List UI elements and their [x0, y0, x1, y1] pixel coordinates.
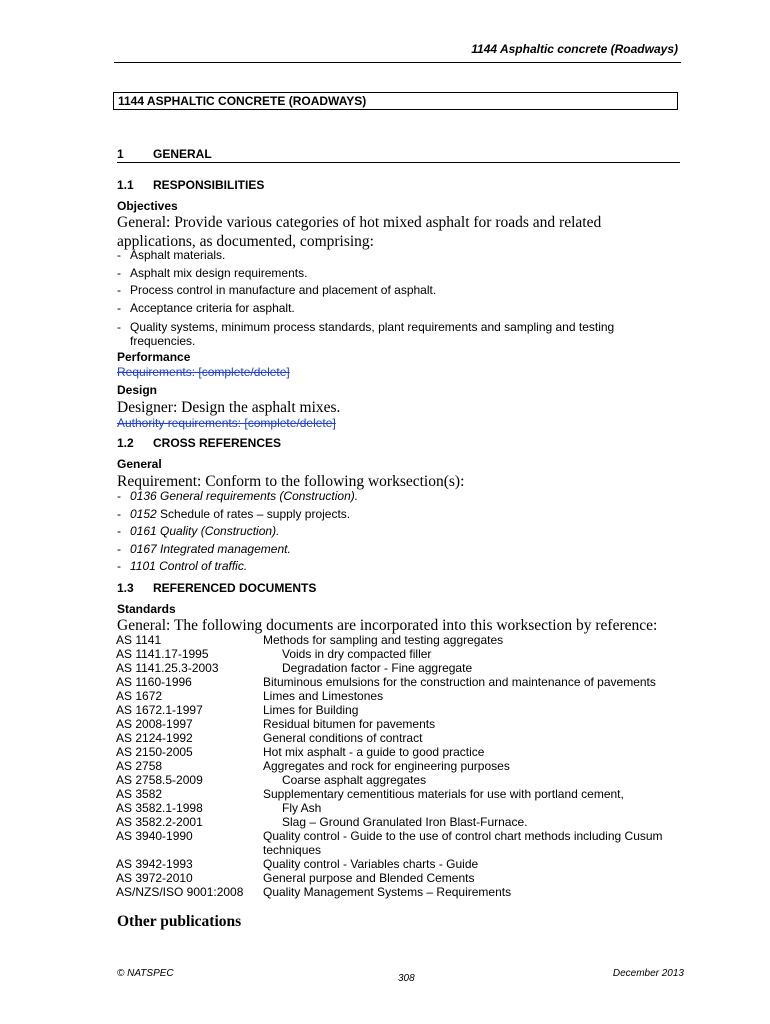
reference-title: Hot mix asphalt - a guide to good practice	[263, 745, 485, 759]
reference-title: Quality Management Systems – Requirements	[263, 885, 512, 899]
standards-text: General: The following documents are incorporated into this worksection by reference:	[117, 617, 658, 634]
footer-copyright: © NATSPEC	[117, 968, 174, 979]
objectives-list	[117, 247, 677, 348]
standards-heading: Standards	[117, 602, 176, 616]
footer-date: December 2013	[612, 968, 684, 979]
worksection-title-box: 1144 ASPHALTIC CONCRETE (ROADWAYS)	[113, 92, 678, 110]
reference-title: Supplementary cementitious materials for use with portland cement,	[263, 787, 624, 801]
reference-title: Limes for Building	[263, 703, 359, 717]
subsection-heading-cross-references	[117, 436, 281, 450]
reference-row	[116, 759, 663, 773]
list-item: - Quality systems, minimum process standards, plant requirements and sampling and testing frequencies.	[117, 317, 677, 348]
reference-row	[116, 703, 663, 717]
running-header-title: 1144 Asphaltic concrete (Roadways)	[471, 42, 678, 56]
reference-title: Aggregates and rock for engineering purposes	[263, 759, 510, 773]
subsection-number: 1.3	[117, 581, 134, 595]
general-heading: General	[117, 457, 162, 471]
list-item: - 0136 General requirements (Construction).	[117, 488, 677, 506]
list-item: - 1101 Control of traffic.	[117, 558, 677, 576]
subsection-title: CROSS REFERENCES	[153, 436, 282, 450]
reference-code: AS 2758	[116, 759, 163, 773]
reference-code: AS/NZS/ISO 9001:2008	[116, 885, 244, 899]
list-item: - Process control in manufacture and placement of asphalt.	[117, 282, 677, 300]
reference-row	[116, 717, 663, 731]
authority-requirements-link[interactable]: Authority requirements: [complete/delete]	[117, 416, 336, 430]
reference-code: AS 3940-1990	[116, 829, 193, 843]
reference-row	[116, 815, 663, 829]
reference-code: AS 1141.17-1995	[116, 647, 209, 661]
reference-row	[116, 745, 663, 759]
reference-row	[116, 731, 663, 745]
other-publications-heading: Other publications	[117, 913, 242, 930]
reference-code: AS 1672	[116, 689, 163, 703]
reference-code: AS 3582	[116, 787, 163, 801]
reference-title: Degradation factor - Fine aggregate	[282, 661, 473, 675]
reference-title: Slag – Ground Granulated Iron Blast-Furnace.	[282, 815, 528, 829]
reference-title: Fly Ash	[282, 801, 322, 815]
reference-row	[116, 773, 663, 787]
reference-code: AS 1672.1-1997	[116, 703, 203, 717]
cross-references-list	[117, 488, 677, 576]
reference-title: Quality control - Guide to the use of control chart methods including Cusum techniques	[263, 829, 663, 857]
header-rule	[114, 62, 681, 63]
reference-title: Voids in dry compacted filler	[282, 647, 432, 661]
reference-title: Residual bitumen for pavements	[263, 717, 436, 731]
reference-code: AS 1141	[116, 633, 162, 647]
subsection-heading-responsibilities	[117, 178, 264, 192]
subsection-title: RESPONSIBILITIES	[153, 178, 265, 192]
design-text: Designer: Design the asphalt mixes.	[117, 399, 341, 416]
reference-row	[116, 689, 663, 703]
reference-row	[116, 801, 663, 815]
reference-title: Quality control - Variables charts - Guide	[263, 857, 479, 871]
reference-code: AS 3582.2-2001	[116, 815, 203, 829]
section-number: 1	[117, 147, 124, 161]
reference-title: General purpose and Blended Cements	[263, 871, 475, 885]
reference-code: AS 3582.1-1998	[116, 801, 203, 815]
design-heading: Design	[117, 383, 158, 397]
list-item: - Acceptance criteria for asphalt.	[117, 300, 677, 318]
standards-table	[116, 633, 663, 899]
reference-row	[116, 647, 663, 661]
list-item: - 0152 Schedule of rates – supply projects.	[117, 506, 677, 524]
reference-row	[116, 829, 663, 857]
reference-title: Limes and Limestones	[263, 689, 384, 703]
reference-row	[116, 675, 663, 689]
list-item: - Asphalt mix design requirements.	[117, 265, 677, 283]
list-item: - Asphalt materials.	[117, 247, 677, 265]
reference-code: AS 1141.25.3-2003	[116, 661, 219, 675]
subsection-number: 1.2	[117, 436, 134, 450]
performance-requirements-link[interactable]: Requirements: [complete/delete]	[117, 365, 290, 379]
reference-title: General conditions of contract	[263, 731, 423, 745]
reference-code: AS 2124-1992	[116, 731, 193, 745]
reference-row	[116, 787, 663, 801]
objectives-heading: Objectives	[117, 199, 178, 213]
reference-code: AS 3942-1993	[116, 857, 193, 871]
subsection-number: 1.1	[117, 178, 134, 192]
footer-page-number: 308	[398, 973, 415, 984]
reference-title: Coarse asphalt aggregates	[282, 773, 427, 787]
subsection-title: REFERENCED DOCUMENTS	[153, 581, 317, 595]
reference-code: AS 2008-1997	[116, 717, 193, 731]
reference-row	[116, 857, 663, 871]
performance-heading: Performance	[117, 350, 191, 364]
list-item: - 0167 Integrated management.	[117, 541, 677, 559]
reference-code: AS 2758.5-2009	[116, 773, 203, 787]
reference-row	[116, 661, 663, 675]
list-item: - 0161 Quality (Construction).	[117, 523, 677, 541]
reference-row	[116, 871, 663, 885]
section-title: GENERAL	[153, 147, 212, 161]
reference-code: AS 2150-2005	[116, 745, 193, 759]
reference-title: Bituminous emulsions for the construction and maintenance of pavements	[263, 675, 656, 689]
reference-code: AS 3972-2010	[116, 871, 193, 885]
objectives-text: General: Provide various categories of hot mixed asphalt for roads and related applications, as documented, comprising:	[117, 214, 602, 250]
section-heading-general	[117, 147, 680, 163]
cross-references-text: Requirement: Conform to the following worksection(s):	[117, 473, 465, 490]
reference-row	[116, 885, 663, 899]
reference-row	[116, 633, 663, 647]
subsection-heading-referenced-documents	[117, 581, 316, 595]
reference-title: Methods for sampling and testing aggregates	[263, 633, 504, 647]
reference-code: AS 1160-1996	[116, 675, 192, 689]
